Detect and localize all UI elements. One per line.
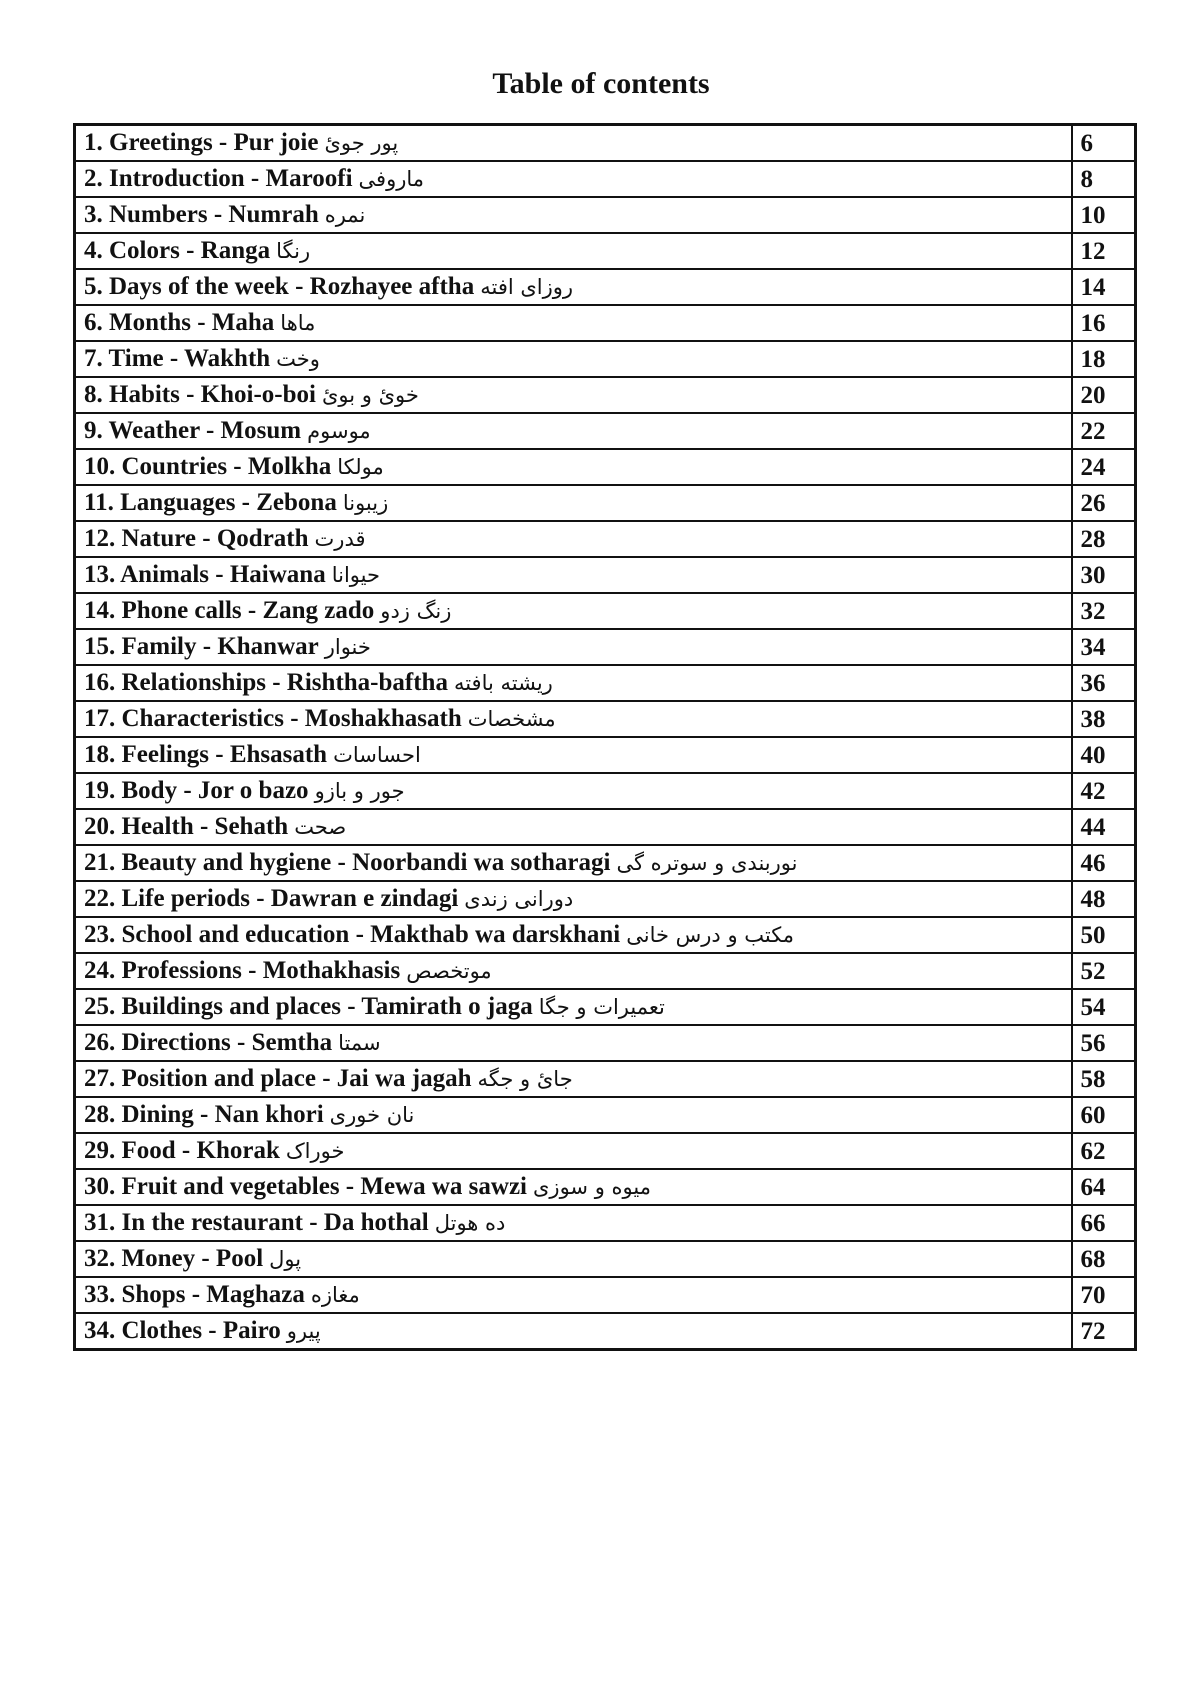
toc-entry-native-title: دورانی زندی bbox=[464, 887, 574, 911]
toc-entry-native-title: زنگ زدو bbox=[380, 599, 452, 623]
toc-entry-title[interactable]: 13. Animals - Haiwana bbox=[84, 561, 326, 588]
toc-entry-native-title: روزای افته bbox=[480, 275, 574, 299]
toc-entry-title[interactable]: 29. Food - Khorak bbox=[84, 1137, 280, 1164]
toc-entry-cell bbox=[75, 161, 1072, 197]
toc-entry-cell bbox=[75, 1133, 1072, 1169]
table-row bbox=[75, 1277, 1136, 1313]
table-row bbox=[75, 1169, 1136, 1205]
toc-entry-native-title: زیبونا bbox=[342, 491, 389, 515]
toc-entry-native-title: قدرت bbox=[314, 527, 366, 551]
toc-entry-native-title: جائ و جگه bbox=[477, 1067, 573, 1091]
toc-entry-cell bbox=[75, 1025, 1072, 1061]
toc-entry-cell bbox=[75, 629, 1072, 665]
toc-page-number: 46 bbox=[1072, 845, 1136, 881]
toc-entry-title[interactable]: 8. Habits - Khoi-o-boi bbox=[84, 381, 316, 408]
toc-entry-native-title: ماروفی bbox=[358, 167, 425, 191]
toc-entry-title[interactable]: 15. Family - Khanwar bbox=[84, 633, 319, 660]
table-row bbox=[75, 1133, 1136, 1169]
toc-entry-native-title: مکتب و درس خانی bbox=[626, 923, 795, 947]
toc-entry-native-title: حیوانا bbox=[331, 563, 380, 587]
toc-page-number: 20 bbox=[1072, 377, 1136, 413]
toc-entry-native-title: صحت bbox=[294, 815, 347, 839]
table-row bbox=[75, 521, 1136, 557]
toc-page-number: 18 bbox=[1072, 341, 1136, 377]
toc-entry-native-title: مغازه bbox=[310, 1283, 360, 1307]
page-title: Table of contents bbox=[492, 67, 710, 100]
toc-entry-cell bbox=[75, 1205, 1072, 1241]
toc-entry-cell bbox=[75, 233, 1072, 269]
toc-entry-cell bbox=[75, 557, 1072, 593]
toc-entry-native-title: مشخصات bbox=[467, 707, 556, 731]
table-row bbox=[75, 557, 1136, 593]
table-row bbox=[75, 341, 1136, 377]
toc-entry-cell bbox=[75, 701, 1072, 737]
toc-entry-title[interactable]: 19. Body - Jor o bazo bbox=[84, 777, 309, 804]
toc-page-number: 32 bbox=[1072, 593, 1136, 629]
toc-entry-native-title: پیرو bbox=[286, 1319, 321, 1343]
toc-entry-title[interactable]: 17. Characteristics - Moshakhasath bbox=[84, 705, 462, 732]
toc-entry-native-title: احساسات bbox=[333, 743, 421, 767]
toc-entry-title[interactable]: 18. Feelings - Ehsasath bbox=[84, 741, 328, 768]
toc-entry-cell bbox=[75, 665, 1072, 701]
toc-entry-cell bbox=[75, 989, 1072, 1025]
toc-page-number: 52 bbox=[1072, 953, 1136, 989]
toc-entry-cell bbox=[75, 1313, 1072, 1350]
table-row bbox=[75, 845, 1136, 881]
table-row bbox=[75, 917, 1136, 953]
toc-page-number: 64 bbox=[1072, 1169, 1136, 1205]
toc-entry-native-title: پول bbox=[269, 1247, 302, 1271]
toc-entry-title[interactable]: 21. Beauty and hygiene - Noorbandi wa sotharagi bbox=[84, 849, 611, 876]
toc-page-number: 70 bbox=[1072, 1277, 1136, 1313]
toc-entry-title[interactable]: 24. Professions - Mothakhasis bbox=[84, 957, 401, 984]
toc-page-number: 12 bbox=[1072, 233, 1136, 269]
toc-entry-cell bbox=[75, 1097, 1072, 1133]
toc-entry-native-title: نمره bbox=[324, 203, 366, 227]
toc-page-number: 6 bbox=[1072, 125, 1136, 162]
toc-page-number: 62 bbox=[1072, 1133, 1136, 1169]
table-row bbox=[75, 1205, 1136, 1241]
toc-entry-cell bbox=[75, 269, 1072, 305]
toc-entry-native-title: رنگا bbox=[276, 239, 311, 263]
toc-page-number: 48 bbox=[1072, 881, 1136, 917]
toc-entry-cell bbox=[75, 341, 1072, 377]
toc-page-number: 50 bbox=[1072, 917, 1136, 953]
toc-entry-native-title: ریشته بافته bbox=[453, 671, 553, 695]
toc-entry-title[interactable]: 7. Time - Wakhth bbox=[84, 345, 271, 372]
toc-entry-native-title: خوئ و بوئ bbox=[321, 383, 419, 407]
toc-entry-title[interactable]: 22. Life periods - Dawran e zindagi bbox=[84, 885, 459, 912]
toc-entry-native-title: مولکا bbox=[337, 455, 384, 479]
toc-entry-cell bbox=[75, 413, 1072, 449]
toc-entry-title[interactable]: 20. Health - Sehath bbox=[84, 813, 289, 840]
toc-entry-title[interactable]: 16. Relationships - Rishtha-baftha bbox=[84, 669, 448, 696]
toc-entry-native-title: ده هوتل bbox=[434, 1211, 506, 1235]
toc-entry-cell bbox=[75, 1241, 1072, 1277]
toc-entry-title[interactable]: 34. Clothes - Pairo bbox=[84, 1317, 281, 1344]
toc-entry-title[interactable]: 23. School and education - Makthab wa darskhani bbox=[84, 921, 621, 948]
toc-body bbox=[75, 125, 1136, 1350]
toc-entry-native-title: وخت bbox=[276, 347, 320, 371]
table-row bbox=[75, 233, 1136, 269]
table-row bbox=[75, 413, 1136, 449]
table-row bbox=[75, 881, 1136, 917]
toc-entry-title[interactable]: 9. Weather - Mosum bbox=[84, 417, 302, 444]
table-row bbox=[75, 1025, 1136, 1061]
toc-entry-native-title: نوربندی و سوتره گی bbox=[616, 851, 798, 875]
toc-page-number: 24 bbox=[1072, 449, 1136, 485]
table-row bbox=[75, 269, 1136, 305]
toc-entry-cell bbox=[75, 521, 1072, 557]
toc-entry-title[interactable]: 32. Money - Pool bbox=[84, 1245, 264, 1272]
toc-entry-native-title: موسوم bbox=[307, 419, 371, 443]
toc-entry-title[interactable]: 3. Numbers - Numrah bbox=[84, 201, 319, 228]
table-row bbox=[75, 449, 1136, 485]
toc-page-number: 60 bbox=[1072, 1097, 1136, 1133]
toc-entry-title[interactable]: 26. Directions - Semtha bbox=[84, 1029, 333, 1056]
toc-entry-cell bbox=[75, 809, 1072, 845]
table-row bbox=[75, 161, 1136, 197]
toc-entry-cell bbox=[75, 1169, 1072, 1205]
table-row bbox=[75, 1061, 1136, 1097]
toc-page-number: 14 bbox=[1072, 269, 1136, 305]
toc-page-number: 38 bbox=[1072, 701, 1136, 737]
toc-entry-native-title: ماها bbox=[280, 311, 316, 335]
table-row bbox=[75, 989, 1136, 1025]
toc-entry-cell bbox=[75, 953, 1072, 989]
toc-entry-cell bbox=[75, 1061, 1072, 1097]
toc-page-number: 30 bbox=[1072, 557, 1136, 593]
toc-entry-cell bbox=[75, 125, 1072, 162]
toc-entry-cell bbox=[75, 305, 1072, 341]
toc-page-number: 42 bbox=[1072, 773, 1136, 809]
toc-page-number: 44 bbox=[1072, 809, 1136, 845]
toc-entry-title[interactable]: 2. Introduction - Maroofi bbox=[84, 165, 353, 192]
toc-page-number: 34 bbox=[1072, 629, 1136, 665]
toc-entry-title[interactable]: 31. In the restaurant - Da hothal bbox=[84, 1209, 429, 1236]
toc-entry-cell bbox=[75, 377, 1072, 413]
toc-page-number: 16 bbox=[1072, 305, 1136, 341]
table-row bbox=[75, 1241, 1136, 1277]
toc-page-number: 54 bbox=[1072, 989, 1136, 1025]
toc-entry-native-title: موتخصص bbox=[406, 959, 492, 983]
table-row bbox=[75, 773, 1136, 809]
toc-page-number: 8 bbox=[1072, 161, 1136, 197]
toc-entry-cell bbox=[75, 881, 1072, 917]
table-row bbox=[75, 1313, 1136, 1350]
toc-entry-cell bbox=[75, 917, 1072, 953]
toc-page-number: 58 bbox=[1072, 1061, 1136, 1097]
table-row bbox=[75, 305, 1136, 341]
toc-entry-native-title: جور و بازو bbox=[314, 779, 405, 803]
toc-entry-title[interactable]: 33. Shops - Maghaza bbox=[84, 1281, 305, 1308]
table-row bbox=[75, 629, 1136, 665]
toc-entry-title[interactable]: 4. Colors - Ranga bbox=[84, 237, 271, 264]
toc-entry-native-title: نان خوری bbox=[329, 1103, 415, 1127]
toc-page-number: 26 bbox=[1072, 485, 1136, 521]
toc-entry-cell bbox=[75, 1277, 1072, 1313]
toc-page-number: 22 bbox=[1072, 413, 1136, 449]
toc-entry-native-title: خنوار bbox=[324, 635, 371, 659]
table-row bbox=[75, 809, 1136, 845]
toc-entry-title[interactable]: 10. Countries - Molkha bbox=[84, 453, 332, 480]
table-row bbox=[75, 485, 1136, 521]
toc-entry-title[interactable]: 25. Buildings and places - Tamirath o jaga bbox=[84, 993, 533, 1020]
toc-page-number: 66 bbox=[1072, 1205, 1136, 1241]
toc-page-number: 56 bbox=[1072, 1025, 1136, 1061]
toc-page-number: 36 bbox=[1072, 665, 1136, 701]
toc-entry-native-title: خوراک bbox=[285, 1139, 345, 1163]
toc-entry-native-title: پور جوئ bbox=[324, 131, 399, 155]
toc-entry-title[interactable]: 28. Dining - Nan khori bbox=[84, 1101, 324, 1128]
toc-entry-cell bbox=[75, 737, 1072, 773]
toc-entry-title[interactable]: 27. Position and place - Jai wa jagah bbox=[84, 1065, 472, 1092]
toc-entry-native-title: تعمیرات و جگا bbox=[538, 995, 665, 1019]
table-of-contents bbox=[73, 123, 1137, 1351]
toc-entry-cell bbox=[75, 593, 1072, 629]
table-row bbox=[75, 197, 1136, 233]
toc-page-number: 40 bbox=[1072, 737, 1136, 773]
toc-page-number: 10 bbox=[1072, 197, 1136, 233]
table-row bbox=[75, 665, 1136, 701]
table-row bbox=[75, 1097, 1136, 1133]
toc-entry-title[interactable]: 12. Nature - Qodrath bbox=[84, 525, 309, 552]
table-row bbox=[75, 377, 1136, 413]
table-row bbox=[75, 953, 1136, 989]
toc-entry-title[interactable]: 30. Fruit and vegetables - Mewa wa sawzi bbox=[84, 1173, 527, 1200]
toc-entry-title[interactable]: 14. Phone calls - Zang zado bbox=[84, 597, 375, 624]
toc-entry-cell bbox=[75, 773, 1072, 809]
toc-page-number: 68 bbox=[1072, 1241, 1136, 1277]
toc-entry-cell bbox=[75, 449, 1072, 485]
table-row bbox=[75, 125, 1136, 162]
toc-entry-native-title: میوه و سوزی bbox=[533, 1175, 651, 1199]
toc-entry-cell bbox=[75, 485, 1072, 521]
table-row bbox=[75, 701, 1136, 737]
toc-entry-title[interactable]: 1. Greetings - Pur joie bbox=[84, 129, 319, 156]
toc-page-number: 72 bbox=[1072, 1313, 1136, 1350]
toc-entry-title[interactable]: 5. Days of the week - Rozhayee aftha bbox=[84, 273, 475, 300]
table-row bbox=[75, 737, 1136, 773]
toc-entry-title[interactable]: 6. Months - Maha bbox=[84, 309, 275, 336]
toc-entry-native-title: سمتا bbox=[338, 1031, 381, 1055]
toc-entry-cell bbox=[75, 845, 1072, 881]
toc-entry-title[interactable]: 11. Languages - Zebona bbox=[84, 489, 337, 516]
toc-entry-cell bbox=[75, 197, 1072, 233]
toc-page-number: 28 bbox=[1072, 521, 1136, 557]
table-row bbox=[75, 593, 1136, 629]
